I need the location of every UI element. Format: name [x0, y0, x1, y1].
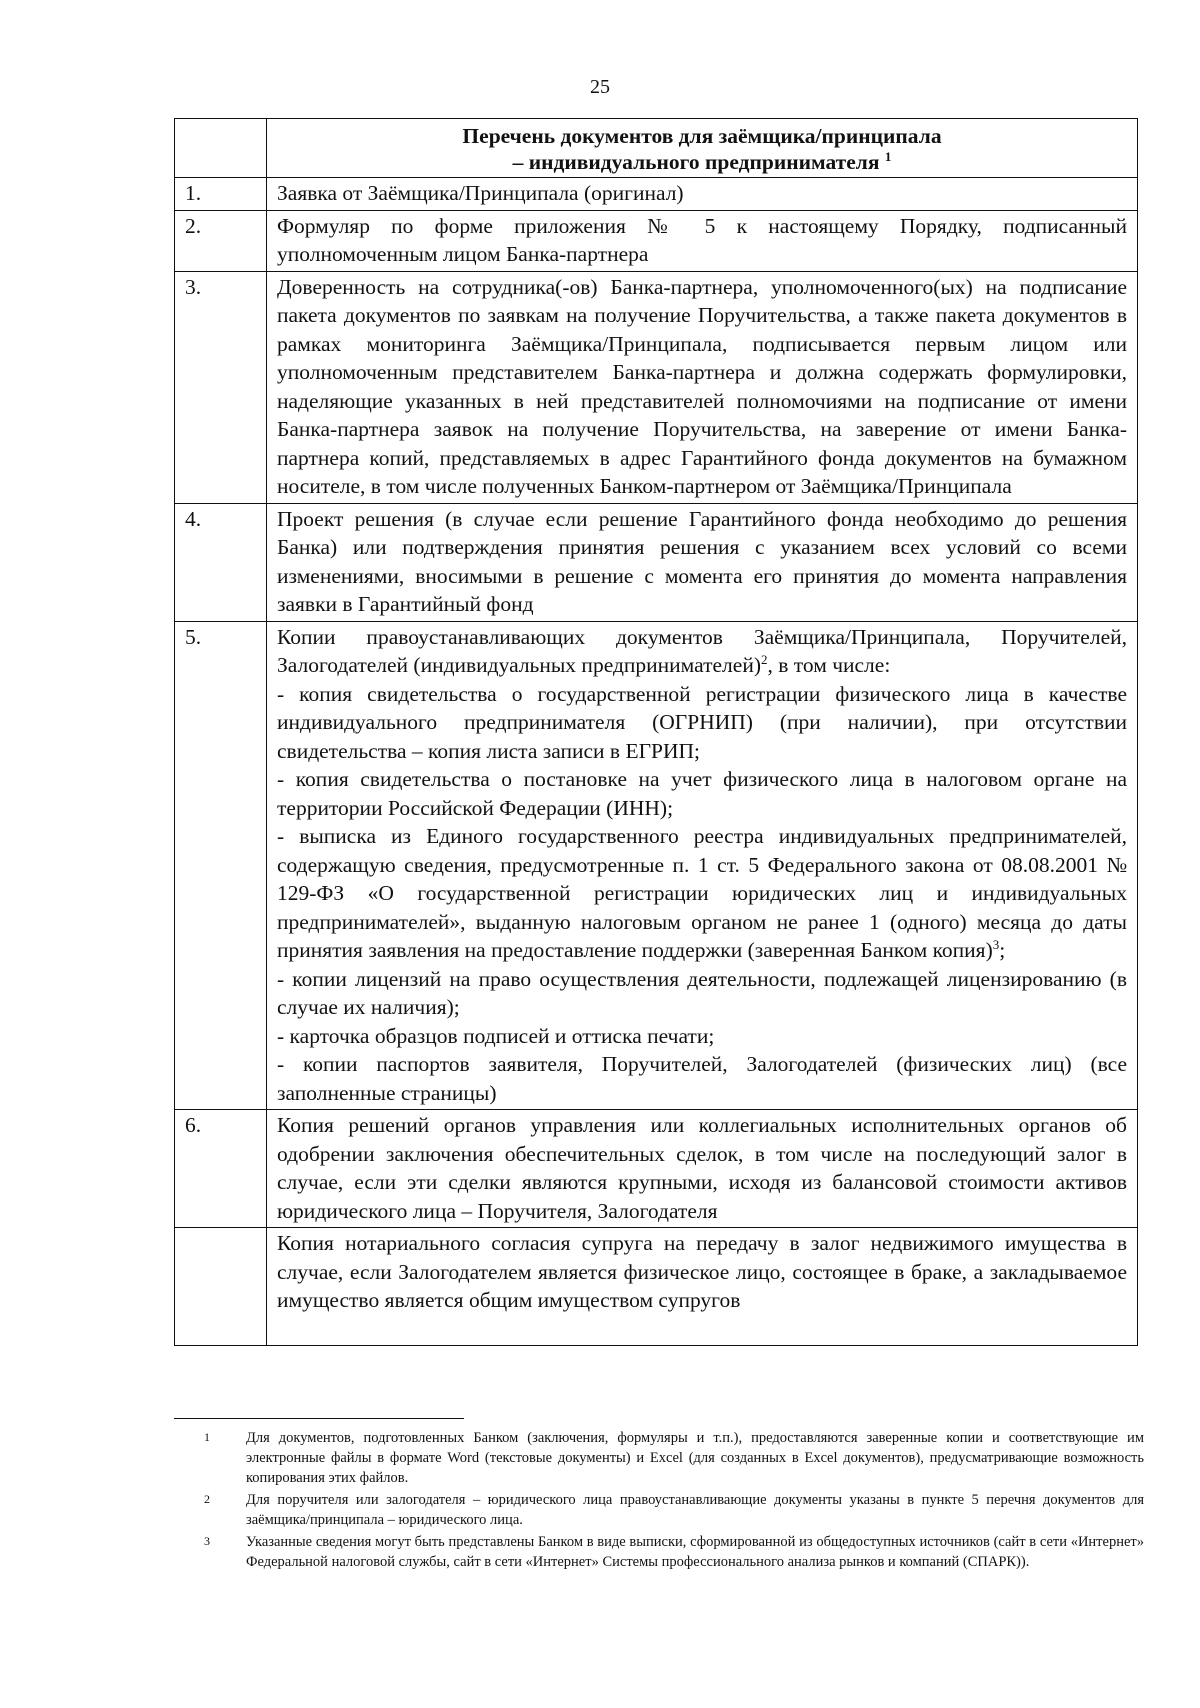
footnote-mark: 2 — [204, 1492, 210, 1506]
footnote — [200, 1428, 1144, 1488]
list-item: - копия свидетельства о постановке на учет физического лица в налоговом органе на территории Российской Федерации (ИНН); — [277, 767, 1127, 820]
row-text: Заявка от Заёмщика/Принципала (оригинал) — [267, 178, 1138, 211]
header-line-1: Перечень документов для заёмщика/принципала — [462, 124, 942, 148]
table-row — [175, 621, 1138, 1110]
documents-table — [174, 118, 1138, 1346]
footnote — [200, 1490, 1144, 1530]
row-number: 6. — [175, 1110, 267, 1228]
row-text: Копия решений органов управления или коллегиальных исполнительных органов об одобрении заключения обеспечительных сделок, в том числе на последующий залог в случае, если эти сделки являются крупными, исходя из балансовой стоимости активов юридического лица – Поручителя, Залогодателя — [267, 1110, 1138, 1228]
table-header — [267, 119, 1138, 178]
row-text — [267, 621, 1138, 1110]
table-row — [175, 1228, 1138, 1346]
footnote-text: Для документов, подготовленных Банком (заключения, формуляры и т.п.), предоставляются заверенные копии и соответствующие им электронные файлы в формате Word (текстовые документы) и Excel (для созданных в Excel документов), предусматривающие возможность копирования этих файлов. — [246, 1430, 1144, 1486]
table-header-row — [175, 119, 1138, 178]
footnote — [200, 1532, 1144, 1572]
row-text: Формуляр по форме приложения № 5 к настоящему Порядку, подписанный уполномоченным лицом Банка-партнера — [267, 210, 1138, 271]
header-empty-cell — [175, 119, 267, 178]
row-number — [175, 1228, 267, 1346]
table-row — [175, 503, 1138, 621]
footnote-text: Для поручителя или залогодателя – юридического лица правоустанавливающие документы указаны в пункте 5 перечня документов для заёмщика/принципала – юридического лица. — [246, 1492, 1144, 1528]
list-item: - копия свидетельства о государственной регистрации физического лица в качестве индивидуального предпринимателя (ОГРНИП) (при наличии), при отсутствии свидетельства – копия листа записи в ЕГРИП; — [277, 681, 1127, 763]
header-line-2: – индивидуального предпринимателя $^1$ — [512, 148, 892, 174]
list-item: - копии лицензий на право осуществления деятельности, подлежащей лицензированию (в случае их наличия); — [277, 966, 1127, 1019]
row-number: 1. — [175, 178, 267, 211]
table-row — [175, 271, 1138, 503]
list-item: - копии паспортов заявителя, Поручителей, Залогодателей (физических лиц) (все заполненные страницы) — [277, 1052, 1127, 1105]
row-5-intro: Копии правоустанавливающих документов Заёмщика/Принципала, Поручителей, Залогодателей (индивидуальных предпринимателей)$^2$, в том числе: — [277, 624, 1127, 677]
footnote-ref-2: 2 — [760, 651, 768, 667]
list-item: - карточка образцов подписей и оттиска печати; — [277, 1023, 715, 1048]
footnote-ref-1: 1 — [884, 148, 892, 164]
row-number: 4. — [175, 503, 267, 621]
list-item: - выписка из Единого государственного реестра индивидуальных предпринимателей, содержащую сведения, предусмотренные п. 1 ст. 5 Федерального закона от 08.08.2001 № 129-ФЗ «О государственной регистрации юридических лиц и индивидуальных предпринимателей», выданную налоговым органом не ранее 1 (одного) месяца до даты принятия заявления на предоставление поддержки (заверенная Банком копия)$^3$; — [277, 824, 1127, 962]
footnote-mark: 1 — [204, 1430, 210, 1444]
row-text: Копия нотариального согласия супруга на передачу в залог недвижимого имущества в случае, если Залогодателем является физическое лицо, состоящее в браке, а закладываемое имущество является общим имуществом супругов — [267, 1228, 1138, 1346]
footnote-ref-3: 3 — [992, 936, 1000, 952]
footnote-divider — [174, 1418, 464, 1419]
page-number: 25 — [590, 76, 610, 98]
row-text: Доверенность на сотрудника(-ов) Банка-партнера, уполномоченного(ых) на подписание пакета документов по заявкам на получение Поручительства, а также пакета документов в рамках мониторинга Заёмщика/Принципала, подписывается первым лицом или уполномоченным представителем Банка-партнера и должна содержать формулировки, наделяющие указанных в ней представителей полномочиями на подписание от имени Банка-партнера заявок на получение Поручительства, на заверение от имени Банка-партнера копий, представляемых в адрес Гарантийного фонда документов на бумажном носителе, в том числе полученных Банком-партнером от Заёмщика/Принципала — [267, 271, 1138, 503]
row-number: 5. — [175, 621, 267, 1110]
table-row — [175, 1110, 1138, 1228]
row-text: Проект решения (в случае если решение Гарантийного фонда необходимо до решения Банка) или подтверждения принятия решения с указанием всех условий со всеми изменениями, вносимыми в решение с момента его принятия до момента направления заявки в Гарантийный фонд — [267, 503, 1138, 621]
footnote-text: Указанные сведения могут быть представлены Банком в виде выписки, сформированной из общедоступных источников (сайт в сети «Интернет» Федеральной налоговой службы, сайт в сети «Интернет» Системы профессионального анализа рынков и компаний (СПАРК)). — [246, 1534, 1144, 1570]
row-number: 2. — [175, 210, 267, 271]
footnotes — [200, 1428, 1144, 1574]
table-row — [175, 210, 1138, 271]
footnote-mark: 3 — [204, 1534, 210, 1548]
table-row — [175, 178, 1138, 211]
row-number: 3. — [175, 271, 267, 503]
